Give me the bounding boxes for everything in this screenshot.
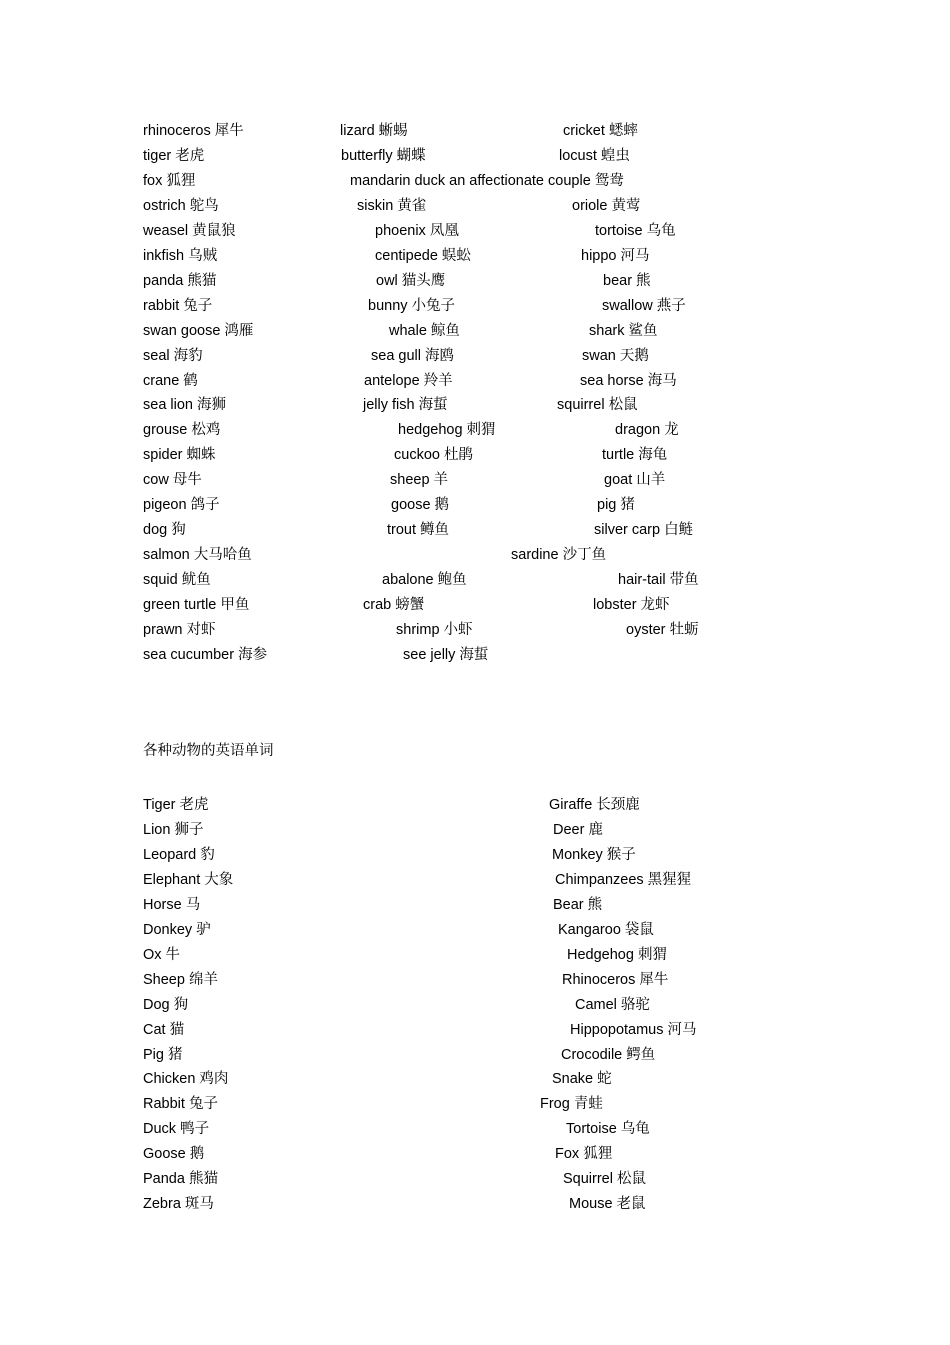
animal-entry: Deer 鹿 — [553, 822, 603, 838]
vocab-entry: crab 螃蟹 — [363, 597, 425, 613]
animal-entry: Mouse 老鼠 — [569, 1196, 646, 1212]
vocab-entry: dragon 龙 — [615, 422, 679, 438]
animal-entry: Donkey 驴 — [143, 922, 211, 938]
vocab-entry: ostrich 鸵鸟 — [143, 198, 219, 214]
vocab-entry: cricket 蟋蟀 — [563, 123, 638, 139]
vocab-entry: squirrel 松鼠 — [557, 397, 638, 413]
vocab-entry: seal 海豹 — [143, 348, 203, 364]
animal-entry: Ox 牛 — [143, 947, 181, 963]
vocab-entry: bunny 小兔子 — [368, 298, 456, 314]
vocab-entry: pigeon 鸽子 — [143, 497, 220, 513]
vocab-entry: abalone 鲍鱼 — [382, 572, 467, 588]
animal-entry: Hedgehog 刺猬 — [567, 947, 667, 963]
vocab-entry: trout 鳟鱼 — [387, 522, 450, 538]
vocab-entry: sea lion 海狮 — [143, 397, 227, 413]
animal-entry: Panda 熊猫 — [143, 1171, 218, 1187]
vocab-entry: panda 熊猫 — [143, 273, 217, 289]
vocab-entry: locust 蝗虫 — [559, 148, 630, 164]
vocab-entry: green turtle 甲鱼 — [143, 597, 250, 613]
vocab-entry: goose 鹅 — [391, 497, 450, 513]
animal-entry: Kangaroo 袋鼠 — [558, 922, 654, 938]
animal-entry: Pig 猪 — [143, 1047, 183, 1063]
vocab-entry: pig 猪 — [597, 497, 635, 513]
vocab-entry: phoenix 凤凰 — [375, 223, 459, 239]
vocab-entry: dog 狗 — [143, 522, 186, 538]
animal-entry: Goose 鹅 — [143, 1146, 205, 1162]
animal-entry: Rabbit 兔子 — [143, 1096, 218, 1112]
vocab-entry: lizard 蜥蜴 — [340, 123, 408, 139]
animal-entry: Snake 蛇 — [552, 1071, 612, 1087]
vocab-entry: hippo 河马 — [581, 248, 650, 264]
animal-entry: Duck 鸭子 — [143, 1121, 210, 1137]
vocab-entry: owl 猫头鹰 — [376, 273, 446, 289]
vocab-entry: hair-tail 带鱼 — [618, 572, 699, 588]
vocab-entry: grouse 松鸡 — [143, 422, 221, 438]
animal-entry: Hippopotamus 河马 — [570, 1022, 697, 1038]
animal-entry: Fox 狐狸 — [555, 1146, 613, 1162]
animal-entry: Lion 狮子 — [143, 822, 204, 838]
vocab-entry: shark 鲨鱼 — [589, 323, 658, 339]
vocab-entry: mandarin duck an affectionate couple 鸳鸯 — [350, 173, 624, 189]
vocab-entry: fox 狐狸 — [143, 173, 196, 189]
animal-entry: Chicken 鸡肉 — [143, 1071, 229, 1087]
animal-entry: Monkey 猴子 — [552, 847, 636, 863]
animal-entry: Camel 骆驼 — [575, 997, 650, 1013]
vocab-entry: prawn 对虾 — [143, 622, 216, 638]
vocab-entry: bear 熊 — [603, 273, 651, 289]
animal-entry: Elephant 大象 — [143, 872, 234, 888]
vocab-entry: rhinoceros 犀牛 — [143, 123, 244, 139]
vocab-entry: silver carp 白鲢 — [594, 522, 694, 538]
vocab-entry: turtle 海龟 — [602, 447, 668, 463]
vocab-entry: butterfly 蝴蝶 — [341, 148, 426, 164]
vocab-entry: oyster 牡蛎 — [626, 622, 699, 638]
section-heading: 各种动物的英语单词 — [143, 743, 274, 759]
animal-entry: Leopard 豹 — [143, 847, 215, 863]
vocab-entry: sea cucumber 海参 — [143, 647, 268, 663]
vocab-entry: oriole 黄莺 — [572, 198, 641, 214]
animal-entry: Dog 狗 — [143, 997, 189, 1013]
vocab-entry: goat 山羊 — [604, 472, 666, 488]
vocab-entry: sardine 沙丁鱼 — [511, 547, 607, 563]
vocab-entry: jelly fish 海蜇 — [363, 397, 448, 413]
vocab-entry: tortoise 乌龟 — [595, 223, 676, 239]
vocab-entry: spider 蜘蛛 — [143, 447, 216, 463]
vocab-entry: cow 母牛 — [143, 472, 202, 488]
animal-entry: Horse 马 — [143, 897, 201, 913]
animal-entry: Crocodile 鳄鱼 — [561, 1047, 656, 1063]
vocab-entry: swan 天鹅 — [582, 348, 649, 364]
animal-entry: Frog 青蛙 — [540, 1096, 603, 1112]
animal-entry: Giraffe 长颈鹿 — [549, 797, 640, 813]
vocab-entry: hedgehog 刺猬 — [398, 422, 496, 438]
vocab-entry: whale 鲸鱼 — [389, 323, 460, 339]
animal-entry: Squirrel 松鼠 — [563, 1171, 646, 1187]
animal-entry: Tortoise 乌龟 — [566, 1121, 650, 1137]
vocab-entry: swan goose 鸿雁 — [143, 323, 254, 339]
vocab-entry: see jelly 海蜇 — [403, 647, 489, 663]
animal-entry: Bear 熊 — [553, 897, 603, 913]
vocab-entry: sea horse 海马 — [580, 373, 677, 389]
vocab-entry: siskin 黄雀 — [357, 198, 427, 214]
animal-entry: Tiger 老虎 — [143, 797, 209, 813]
vocab-entry: swallow 燕子 — [602, 298, 686, 314]
animal-entry: Rhinoceros 犀牛 — [562, 972, 669, 988]
vocab-entry: rabbit 兔子 — [143, 298, 213, 314]
vocab-entry: salmon 大马哈鱼 — [143, 547, 252, 563]
vocab-entry: antelope 羚羊 — [364, 373, 453, 389]
animal-entry: Chimpanzees 黑猩猩 — [555, 872, 692, 888]
animal-entry: Cat 猫 — [143, 1022, 185, 1038]
vocab-entry: cuckoo 杜鹃 — [394, 447, 473, 463]
vocab-entry: sea gull 海鸥 — [371, 348, 455, 364]
vocab-entry: squid 鱿鱼 — [143, 572, 211, 588]
vocab-entry: centipede 蜈蚣 — [375, 248, 471, 264]
vocab-entry: tiger 老虎 — [143, 148, 205, 164]
vocab-entry: sheep 羊 — [390, 472, 449, 488]
animal-entry: Sheep 绵羊 — [143, 972, 218, 988]
vocab-entry: weasel 黄鼠狼 — [143, 223, 236, 239]
vocab-entry: inkfish 乌贼 — [143, 248, 218, 264]
vocab-entry: shrimp 小虾 — [396, 622, 473, 638]
vocab-entry: lobster 龙虾 — [593, 597, 670, 613]
animal-entry: Zebra 斑马 — [143, 1196, 214, 1212]
vocab-entry: crane 鹤 — [143, 373, 198, 389]
